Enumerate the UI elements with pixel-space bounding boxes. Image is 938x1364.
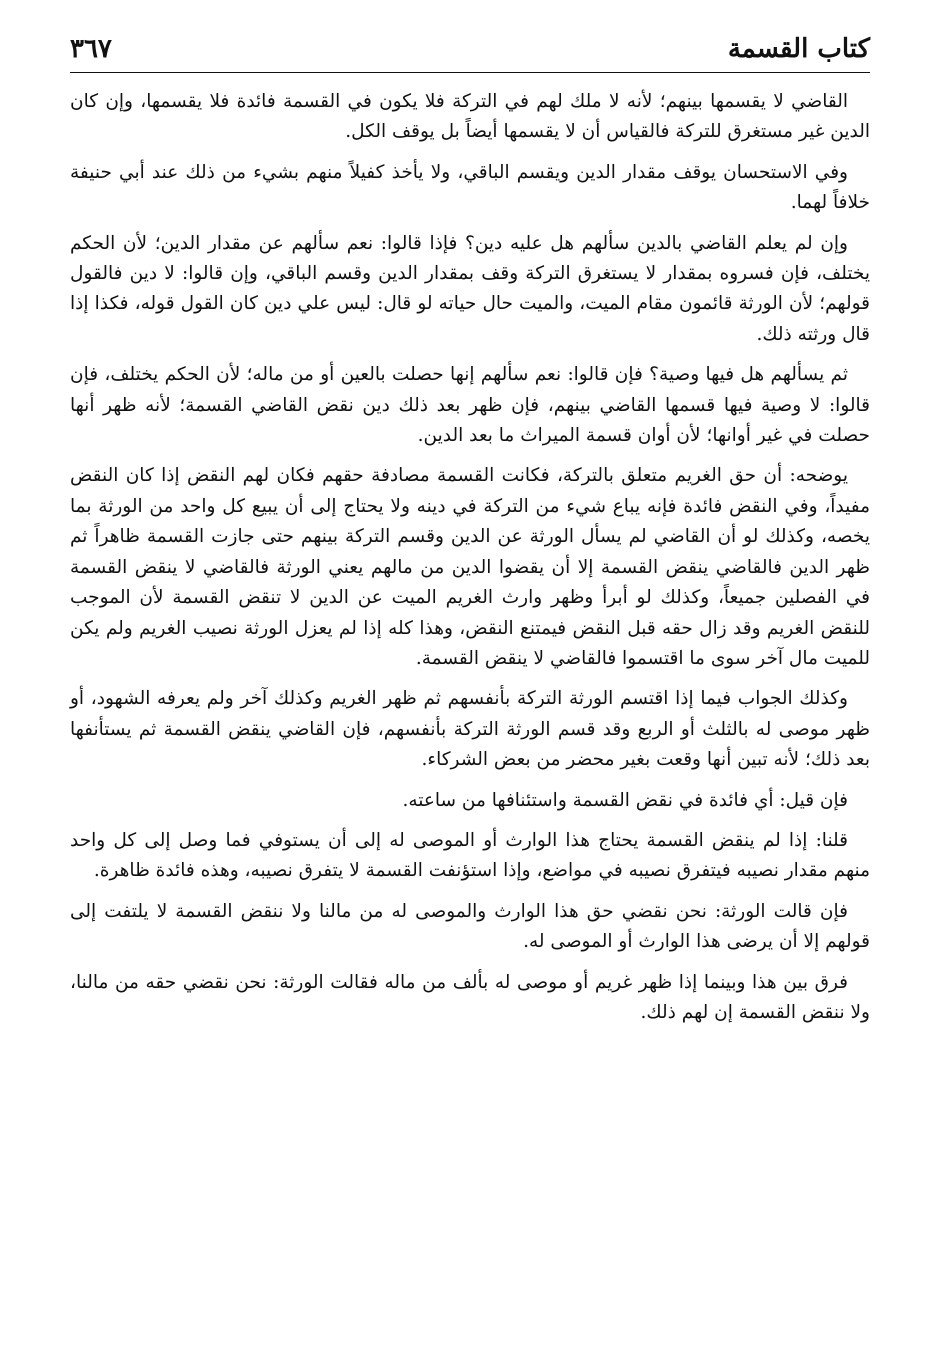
paragraph: وكذلك الجواب فيما إذا اقتسم الورثة التركة بأنفسهم ثم ظهر الغريم وكذلك آخر ولم يعرفه الشهود، أو ظهر موصى له بالثلث أو الربع وقد قسم الورثة التركة بأنفسهم، فإن القاضي ينقض القسمة ثم يستأنفها بعد ذلك؛ لأنه تبين أنها وقعت بغير محضر من بعض الشركاء. [70,688,870,771]
paragraph: فرق بين هذا وبينما إذا ظهر غريم أو موصى له بألف من ماله فقالت الورثة: نحن نقضي حقه من مالنا، ولا ننقض القسمة إن لهم ذلك. [70,971,870,1023]
page-body [70,87,870,1028]
paragraph: فإن قالت الورثة: نحن نقضي حق هذا الوارث والموصى له من مالنا ولا ننقض القسمة لا يلتفت إلى قولهم إلا أن يرضى هذا الوارث أو الموصى له. [70,900,870,953]
paragraph: فإن قيل: أي فائدة في نقض القسمة واستئنافها من ساعته. [402,789,848,811]
running-title: كتاب القسمة [727,34,870,64]
paragraph: يوضحه: أن حق الغريم متعلق بالتركة، فكانت القسمة مصادفة حقهم فكان لهم النقض إذا كان النقض مفيداً، وفي النقض فائدة فإنه يباع شيء من التركة في دينه ولا يحتاج إلى أن يبيع كل واحد من الورثة بما يخصه، وكذلك لو أن القاضي لم يسأل الورثة عن الدين وقسم التركة بينهم حتى جازت القسمة ظاهراً ثم ظهر الدين فالقاضي ينقض القسمة إلا أن يقضوا الدين من مالهم يعني الورثة فالقاضي لا ينقض القسمة في الفصلين جميعاً، وكذلك لو أبرأ وظهر وارث الغريم الميت عن الدين لا تنقض القسمة لأن الموجب للنقض الغريم وقد زال حقه قبل النقض فيمتنع النقض، وهذا كله إذا لم يعزل الورثة نصيب الغريم ولم يكن للميت مال آخر سوى ما اقتسموا فالقاضي لا ينقض القسمة. [70,465,870,669]
page-header [70,30,870,73]
paragraph: وإن لم يعلم القاضي بالدين سألهم هل عليه دين؟ فإذا قالوا: نعم سألهم عن مقدار الدين؛ لأن الحكم يختلف، فإن فسروه بمقدار لا يستغرق التركة وقف بمقدار الدين وقسم الباقي، وإن قالوا: لا دين فالقول قولهم؛ لأن الورثة قائمون مقام الميت، والميت حال حياته لو قال: ليس علي دين كان القول قوله، فكذا إذا قال ورثته ذلك. [70,232,870,345]
book-page [70,30,870,1350]
paragraph: القاضي لا يقسمها بينهم؛ لأنه لا ملك لهم في التركة فلا يكون في القسمة فائدة فلا يقسمها، وإن كان الدين غير مستغرق للتركة فالقياس أن لا يقسمها أيضاً بل يوقف الكل. [70,91,870,143]
paragraph: وفي الاستحسان يوقف مقدار الدين ويقسم الباقي، ولا يأخذ كفيلاً منهم بشيء من ذلك عند أبي حنيفة خلافاً لهما. [70,161,870,214]
paragraph: قلنا: إذا لم ينقض القسمة يحتاج هذا الوارث أو الموصى له إلى أن يستوفي فما وصل إلى كل واحد منهم مقدار نصيبه فيتفرق نصيبه في مواضع، وإذا استؤنفت القسمة لا يتفرق نصيبه، وهذه فائدة ظاهرة. [70,829,870,882]
page-number: ٣٦٧ [70,34,112,64]
paragraph: ثم يسألهم هل فيها وصية؟ فإن قالوا: نعم سألهم إنها حصلت بالعين أو من ماله؛ لأن الحكم يختلف، فإن قالوا: لا وصية فيها قسمها القاضي بينهم، فإن ظهر بعد ذلك دين نقض القاضي القسمة؛ لأنه ظهر أنها حصلت في غير أوانها؛ لأن أوان قسمة الميراث ما بعد الدين. [70,364,870,447]
